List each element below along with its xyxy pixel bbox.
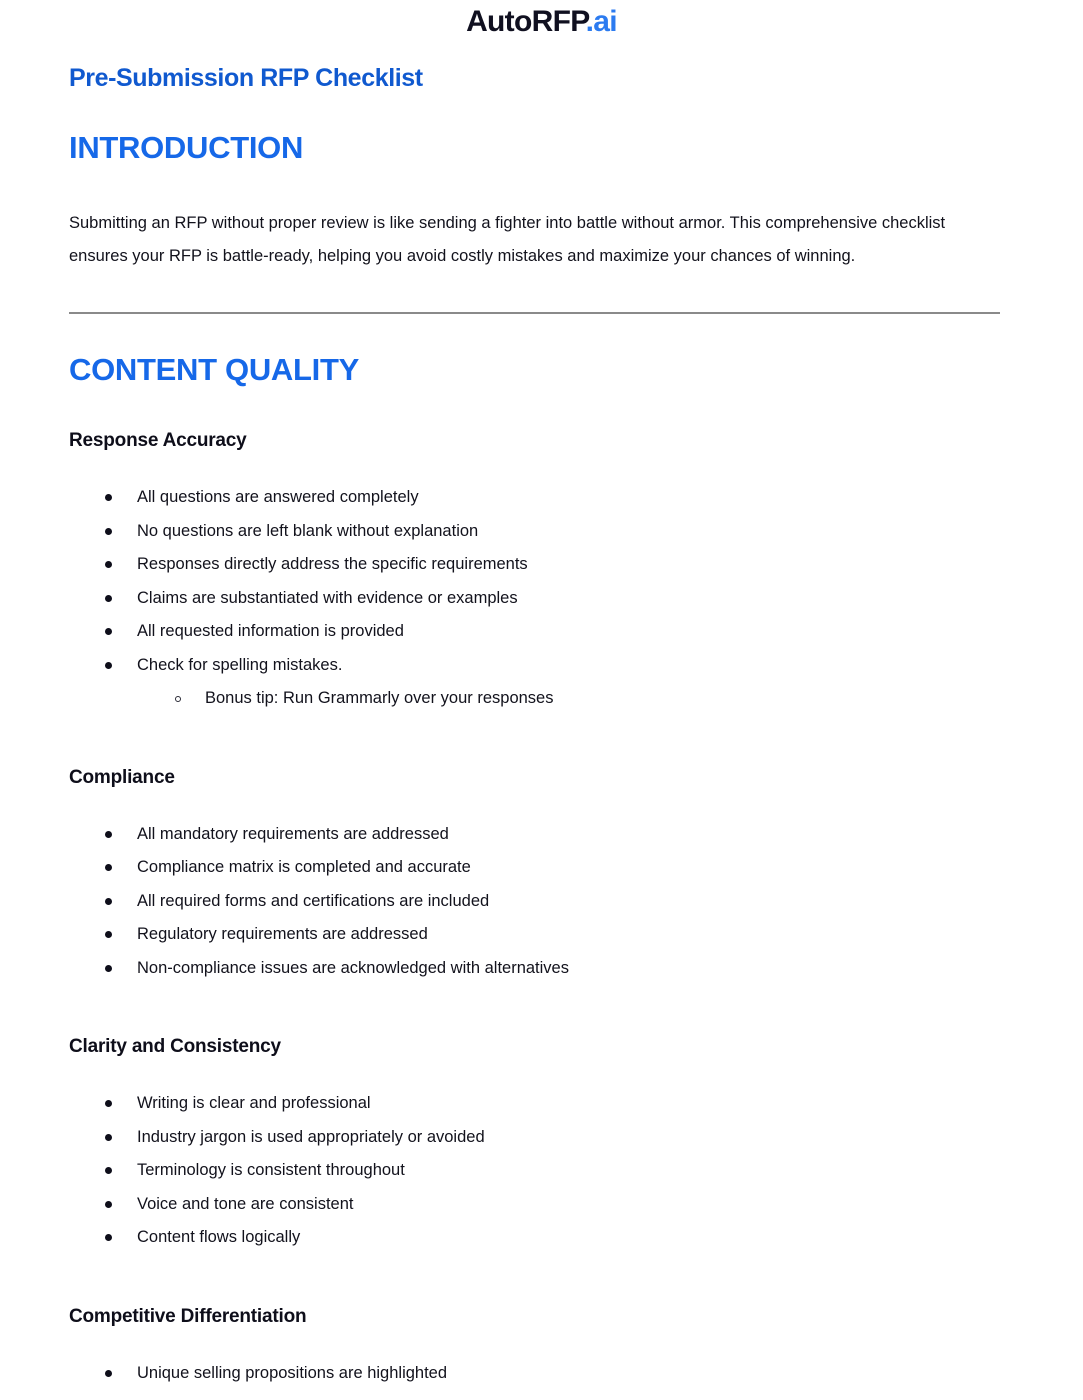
logo-tld-accent: .ai — [585, 5, 617, 38]
section-heading-content-quality: CONTENT QUALITY — [69, 352, 359, 387]
subsection-response-accuracy — [69, 428, 998, 716]
section-heading-introduction: INTRODUCTION — [69, 130, 304, 165]
list-item-label: Terminology is consistent throughout — [137, 1161, 405, 1179]
list-item[interactable] — [69, 818, 998, 852]
list-item-label: Content flows logically — [137, 1228, 301, 1246]
bullet-icon — [105, 494, 112, 501]
list-item[interactable] — [69, 1154, 998, 1188]
nested-checklist-bonus-tip — [137, 682, 998, 716]
list-item-label: All mandatory requirements are addressed — [137, 824, 449, 843]
nested-list-item[interactable] — [137, 682, 998, 716]
list-item[interactable] — [69, 918, 998, 952]
bullet-icon — [105, 1100, 112, 1107]
list-item[interactable] — [69, 1188, 998, 1222]
page-title: Pre-Submission RFP Checklist — [69, 64, 423, 92]
section-divider — [69, 312, 1000, 314]
nested-list-item-label: Bonus tip: Run Grammarly over your responses — [205, 689, 554, 707]
subsection-title-response-accuracy: Response Accuracy — [69, 430, 247, 451]
list-item[interactable] — [69, 885, 998, 919]
checklist-competitive-differentiation — [69, 1357, 998, 1391]
list-item-label: Writing is clear and professional — [137, 1094, 371, 1112]
list-item-label: Compliance matrix is completed and accurate — [137, 858, 471, 876]
list-item[interactable] — [69, 1121, 998, 1155]
list-item-label: Claims are substantiated with evidence or examples — [137, 588, 518, 607]
list-item-label: Responses directly address the specific requirements — [137, 555, 528, 573]
list-item-label: No questions are left blank without explanation — [137, 521, 479, 540]
bullet-icon — [105, 662, 112, 669]
checklist-clarity-and-consistency — [69, 1087, 998, 1255]
hollow-bullet-icon — [175, 696, 181, 702]
list-item[interactable] — [69, 649, 998, 716]
logo-wordmark: AutoRFP — [466, 5, 586, 38]
bullet-icon — [105, 1134, 112, 1141]
subsection-title-competitive-differentiation: Competitive Differentiation — [69, 1305, 307, 1327]
list-item[interactable] — [69, 1087, 998, 1121]
checklist-response-accuracy — [69, 481, 998, 716]
list-item[interactable] — [69, 952, 998, 986]
bullet-icon — [105, 1370, 112, 1377]
bullet-icon — [105, 898, 112, 905]
document-content — [0, 44, 1083, 1390]
subsection-title-clarity-and-consistency: Clarity and Consistency — [69, 1036, 281, 1057]
introduction-paragraph: Submitting an RFP without proper review is like sending a fighter into battle without armor. This comprehensive checklist ensures your RFP is battle-ready, helping you avoid costly mistakes and maximize your chances of winning. — [69, 214, 946, 265]
list-item-label: Check for spelling mistakes. — [137, 655, 343, 674]
subsection-competitive-differentiation — [69, 1304, 998, 1391]
bullet-icon — [105, 1167, 112, 1174]
list-item[interactable] — [69, 582, 998, 616]
introduction-section — [69, 129, 998, 273]
autorfp-logo — [466, 5, 617, 39]
bullet-icon — [105, 561, 112, 568]
bullet-icon — [105, 1201, 112, 1208]
bullet-icon — [105, 628, 112, 635]
brand-header — [0, 0, 1083, 44]
list-item-label: All questions are answered completely — [137, 488, 419, 506]
list-item[interactable] — [69, 481, 998, 515]
bullet-icon — [105, 595, 112, 602]
list-item[interactable] — [69, 515, 998, 549]
subsection-clarity-and-consistency — [69, 1034, 998, 1255]
bullet-icon — [105, 965, 112, 972]
bullet-icon — [105, 931, 112, 938]
list-item-label: Voice and tone are consistent — [137, 1194, 354, 1213]
content-quality-section — [69, 351, 998, 1390]
list-item-label: All required forms and certifications are included — [137, 891, 490, 910]
list-item-label: Regulatory requirements are addressed — [137, 925, 428, 943]
list-item-label: Industry jargon is used appropriately or avoided — [137, 1127, 485, 1146]
introduction-body-wrap — [69, 207, 998, 273]
bullet-icon — [105, 1234, 112, 1241]
subsection-compliance — [69, 765, 998, 986]
list-item-label: All requested information is provided — [137, 622, 404, 640]
list-item[interactable] — [69, 851, 998, 885]
bullet-icon — [105, 831, 112, 838]
subsection-title-compliance: Compliance — [69, 766, 175, 788]
list-item[interactable] — [69, 548, 998, 582]
list-item-label: Unique selling propositions are highlighted — [137, 1363, 448, 1382]
list-item[interactable] — [69, 1221, 998, 1255]
bullet-icon — [105, 864, 112, 871]
list-item[interactable] — [69, 1357, 998, 1391]
bullet-icon — [105, 528, 112, 535]
list-item[interactable] — [69, 615, 998, 649]
checklist-compliance — [69, 818, 998, 986]
list-item-label: Non-compliance issues are acknowledged with alternatives — [137, 958, 569, 977]
